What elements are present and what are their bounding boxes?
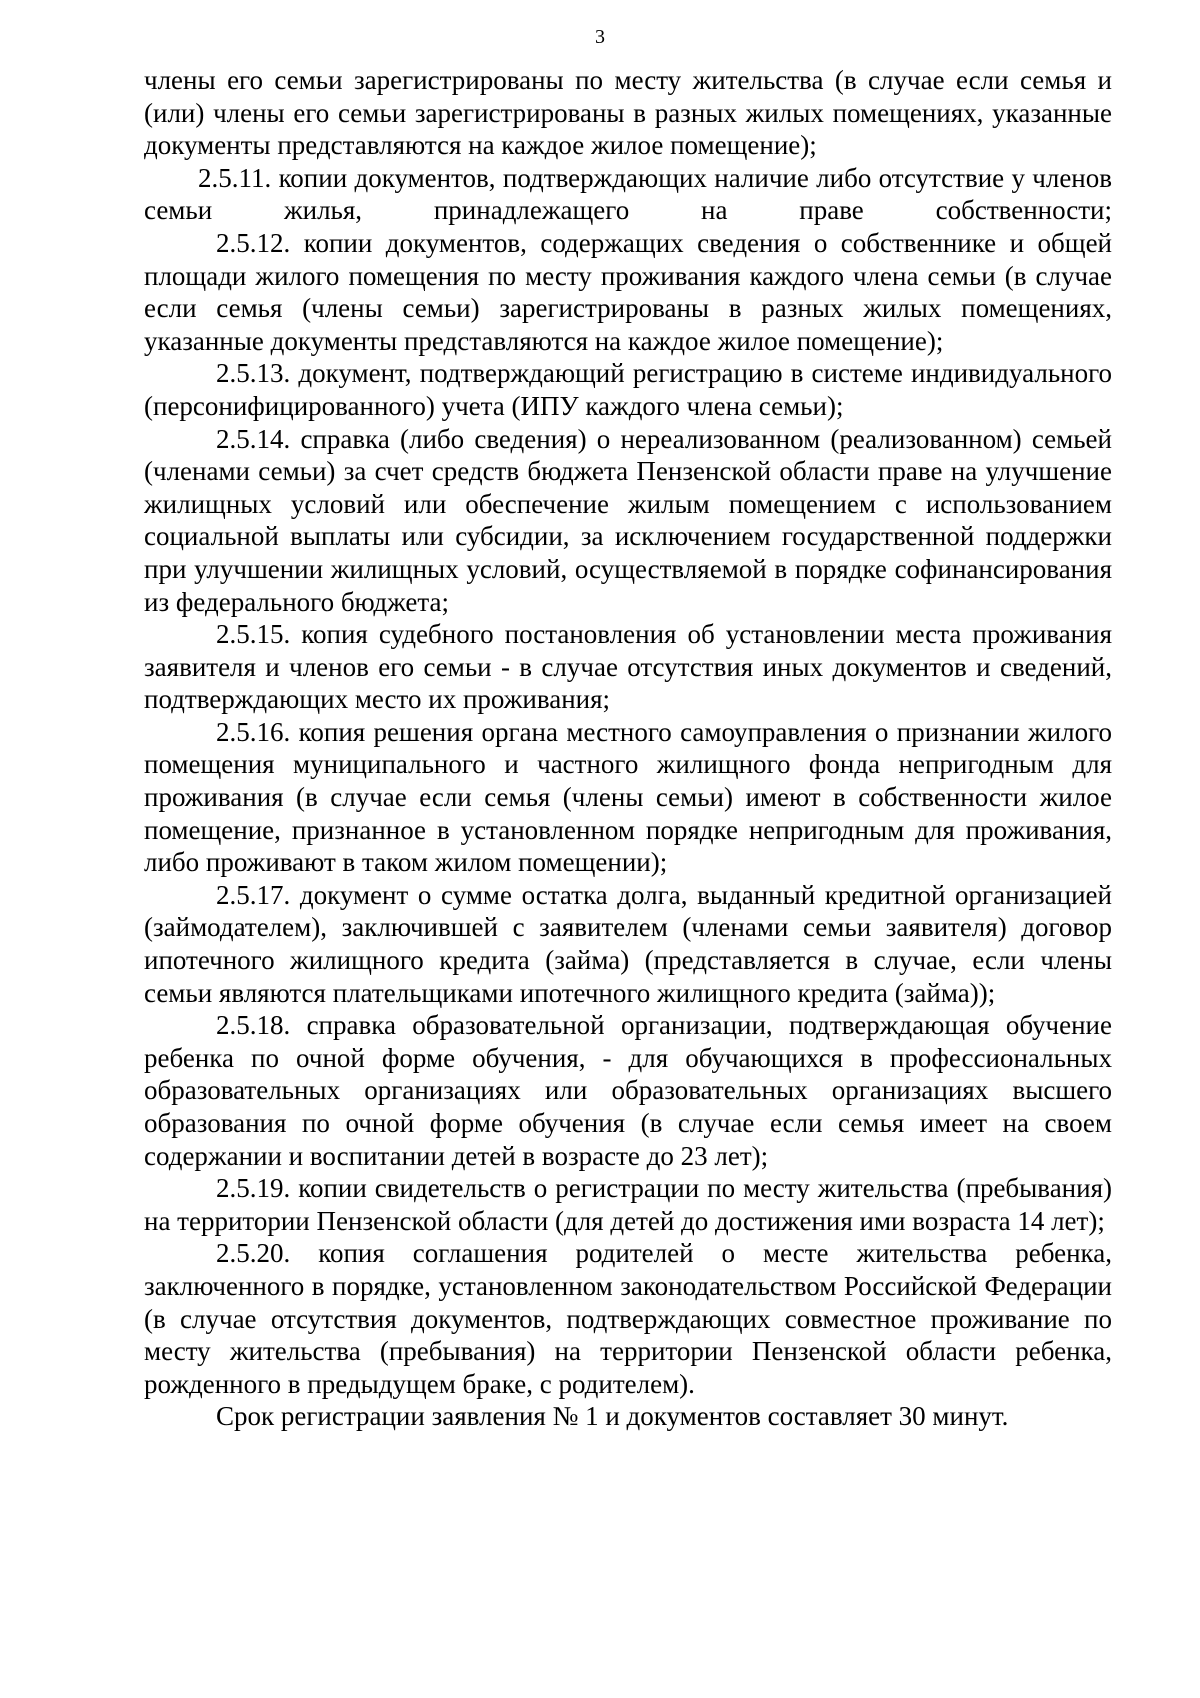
paragraph-2-5-18: 2.5.18. справка образовательной организации, подтверждающая обучение ребенка по очной форме обучения, - для обучающихся в профессиональных образовательных организациях или образовательных организациях высшего образования по очной форме обучения (в случае если семья имеет на своем содержании и воспитании детей в возрасте до 23 лет); [144, 1010, 1112, 1171]
document-body [144, 64, 1112, 1433]
paragraph-2-5-19: 2.5.19. копии свидетельств о регистрации по месту жительства (пребывания) на территории Пензенской области (для детей до достижения ими возраста 14 лет); [144, 1173, 1112, 1236]
paragraph-continuation: члены его семьи зарегистрированы по месту жительства (в случае если семья и (или) члены его семьи зарегистрированы в разных жилых помещениях, указанные документы представляются на каждое жилое помещение); [144, 65, 1112, 161]
paragraph-registration-term: Срок регистрации заявления № 1 и документов составляет 30 минут. [216, 1401, 1009, 1432]
paragraph-2-5-11: 2.5.11. копии документов, подтверждающих наличие либо отсутствие у членов семьи жилья, принадлежащего на праве собственности; [144, 162, 1112, 226]
paragraph-2-5-14: 2.5.14. справка (либо сведения) о нереализованном (реализованном) семьей (членами семьи) за счет средств бюджета Пензенской области праве на улучшение жилищных условий или обеспечение жилым помещением с использованием социальной выплаты или субсидии, за исключением государственной поддержки при улучшении жилищных условий, осуществляемой в порядке софинансирования из федерального бюджета; [144, 423, 1112, 617]
page-number: 3 [595, 26, 605, 48]
paragraph-2-5-17: 2.5.17. документ о сумме остатка долга, выданный кредитной организацией (займодателем), заключившей с заявителем (членами семьи заявителя) договор ипотечного жилищного кредита (займа) (представляется в случае, если члены семьи являются плательщиками ипотечного жилищного кредита (займа)); [144, 879, 1112, 1008]
paragraph-2-5-20: 2.5.20. копия соглашения родителей о месте жительства ребенка, заключенного в порядке, установленном законодательством Российской Федерации (в случае отсутствия документов, подтверждающих совместное проживание по месту жительства (пребывания) на территории Пензенской области ребенка, рожденного в предыдущем браке, с родителем). [144, 1238, 1112, 1399]
paragraph-2-5-12: 2.5.12. копии документов, содержащих сведения о собственнике и общей площади жилого помещения по месту проживания каждого члена семьи (в случае если семья (члены семьи) зарегистрированы в разных жилых помещениях, указанные документы представляются на каждое жилое помещение); [144, 227, 1112, 356]
paragraph-2-5-13: 2.5.13. документ, подтверждающий регистрацию в системе индивидуального (персонифицированного) учета (ИПУ каждого члена семьи); [144, 358, 1112, 421]
paragraph-2-5-16: 2.5.16. копия решения органа местного самоуправления о признании жилого помещения муниципального и частного жилищного фонда непригодным для проживания (в случае если семья (члены семьи) имеют в собственности жилое помещение, признанное в установленном порядке непригодным для проживания, либо проживают в таком жилом помещении); [144, 716, 1112, 878]
paragraph-2-5-15: 2.5.15. копия судебного постановления об установлении места проживания заявителя и членов его семьи - в случае отсутствия иных документов и сведений, подтверждающих место их проживания; [144, 619, 1112, 715]
